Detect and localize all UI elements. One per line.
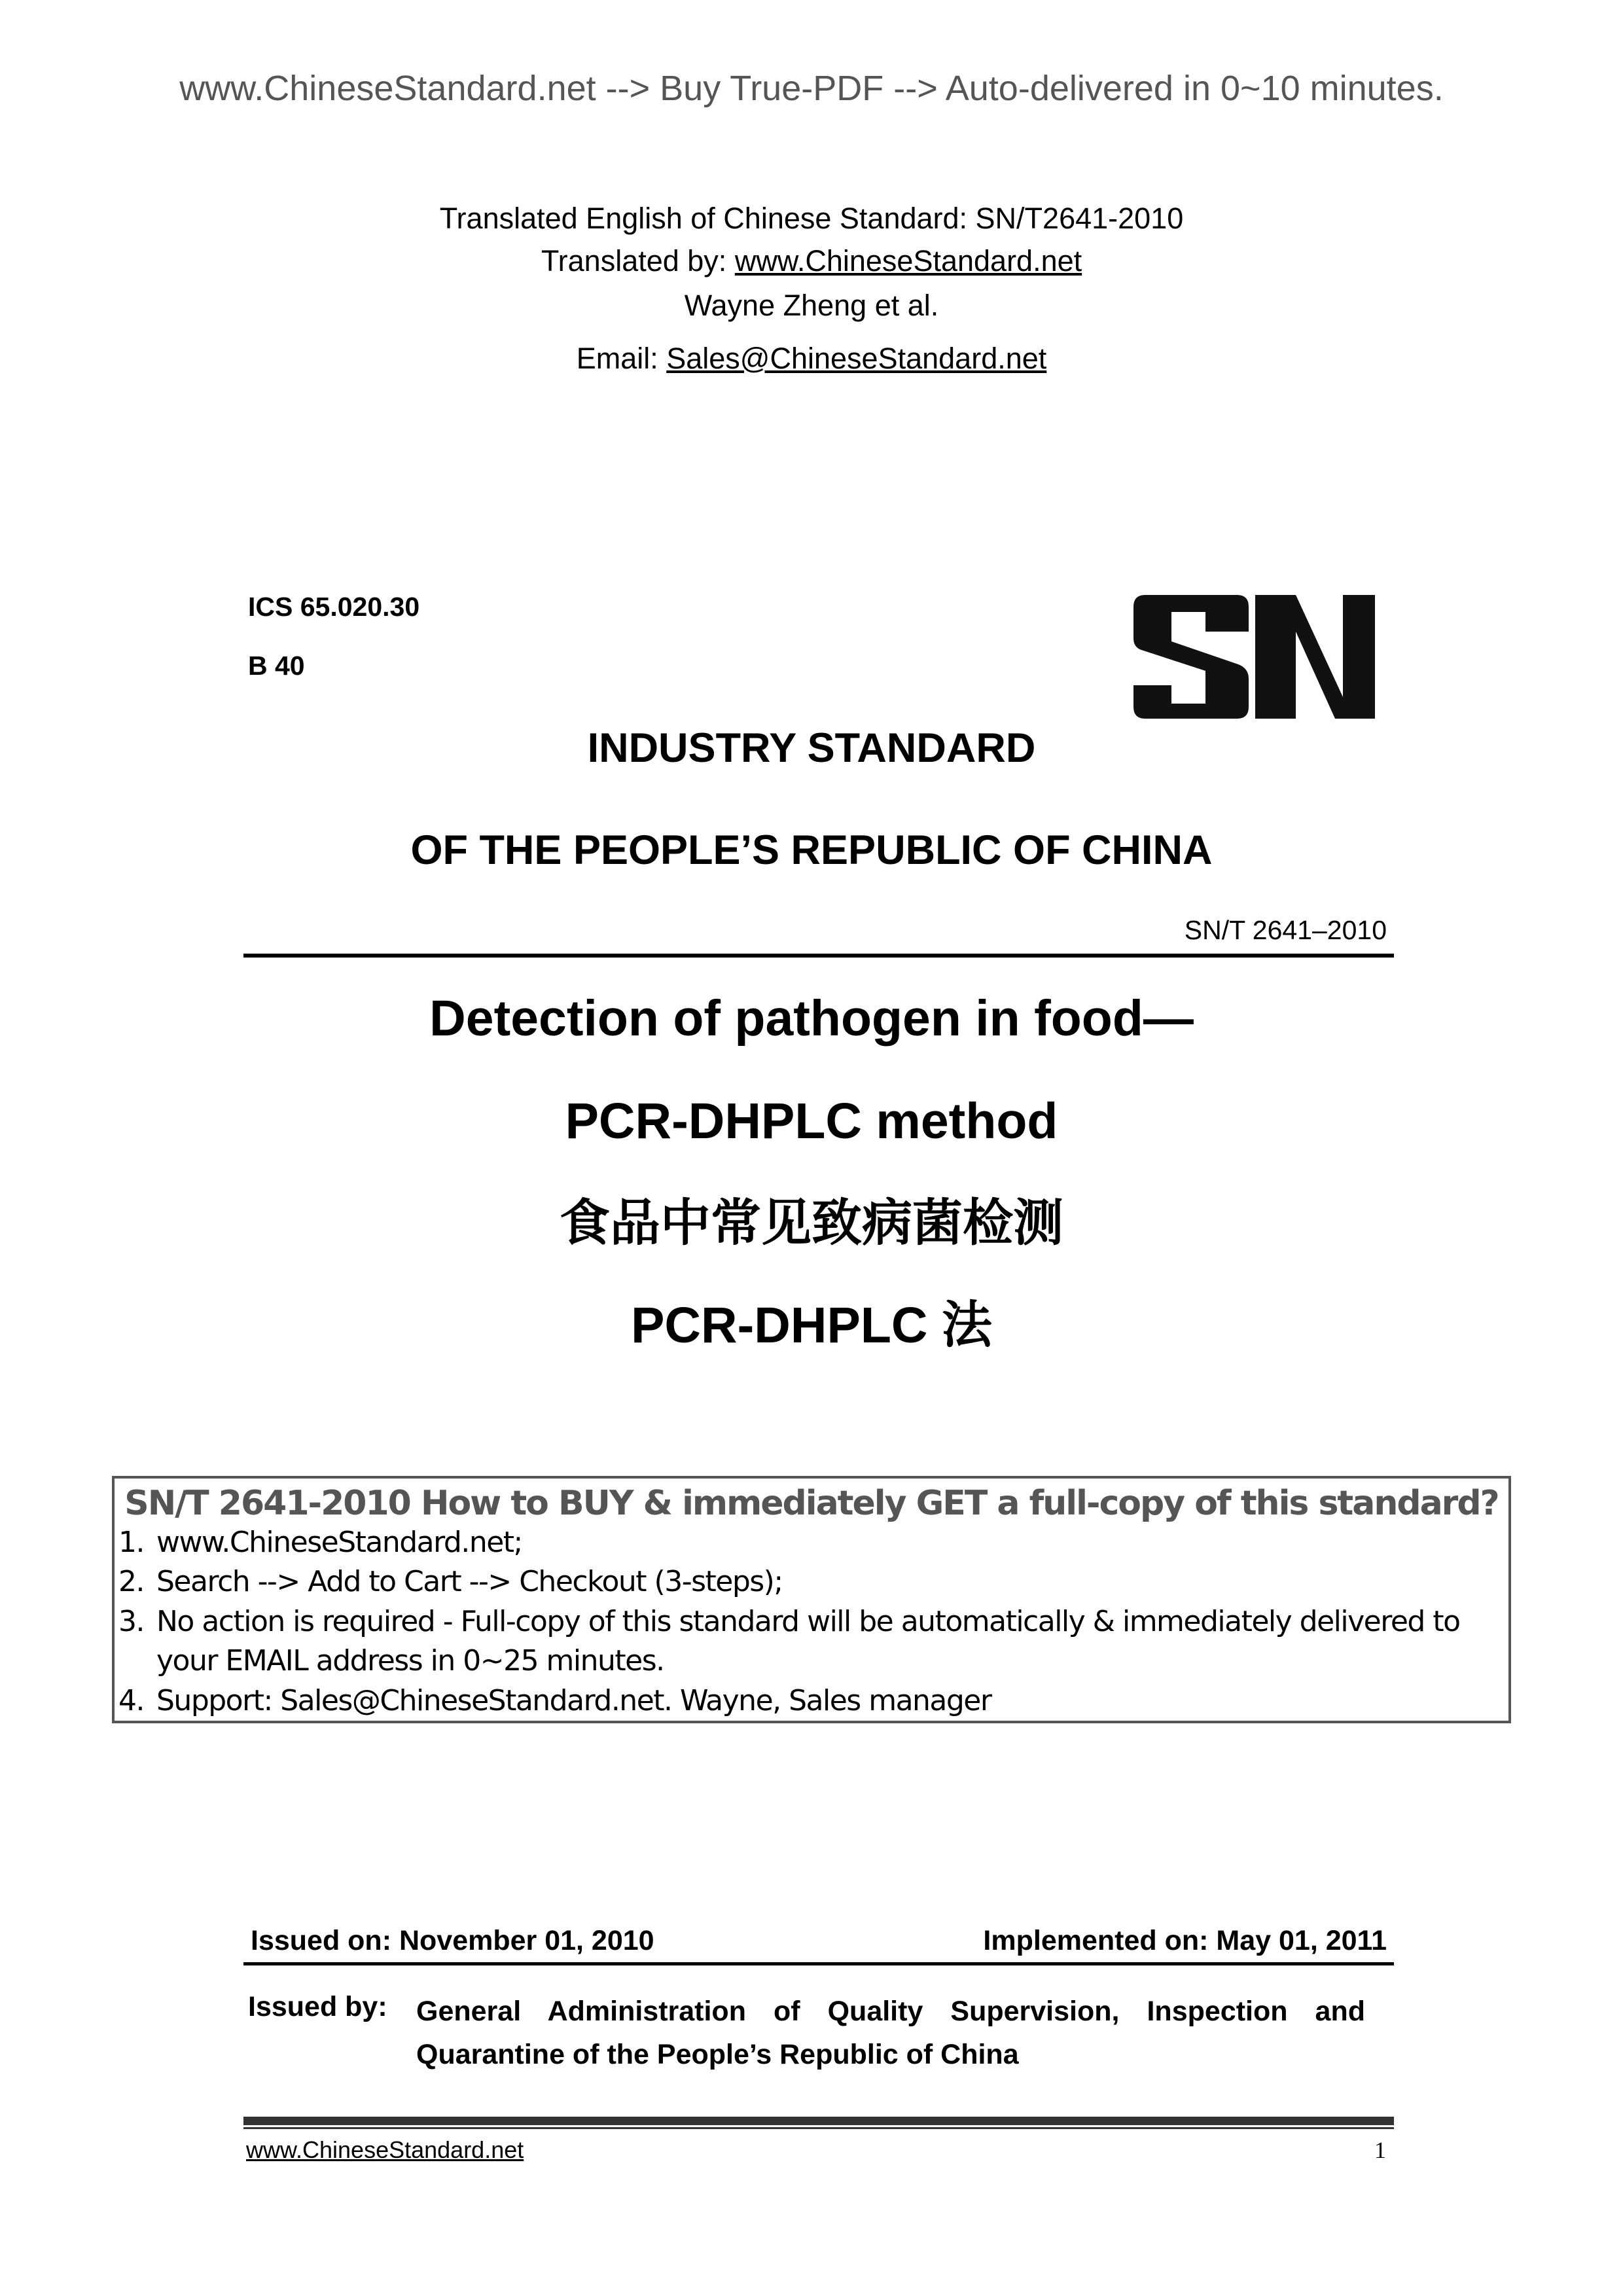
ics-code: ICS 65.020.30 bbox=[248, 592, 420, 622]
translation-source: Translated English of Chinese Standard: SN/T2641-2010 bbox=[439, 202, 1184, 235]
buy-step-2 bbox=[118, 1565, 783, 1599]
step-number: 1. bbox=[118, 1526, 144, 1559]
top-banner: www.ChineseStandard.net --> Buy True-PDF --> Auto-delivered in 0~10 minutes. bbox=[179, 69, 1444, 108]
buy-instructions-box bbox=[112, 1476, 1511, 1723]
step-number: 4. bbox=[118, 1684, 144, 1717]
issued-by-label: Issued by: bbox=[248, 1991, 387, 2022]
issuing-authority-line-2: Quarantine of the People’s Republic of China bbox=[416, 2039, 1019, 2070]
dates-rule bbox=[243, 1962, 1394, 1965]
implemented-on-date: Implemented on: May 01, 2011 bbox=[983, 1925, 1387, 1956]
email-link[interactable]: Sales@ChineseStandard.net bbox=[666, 342, 1047, 375]
buy-step-3-continued: your EMAIL address in 0~25 minutes. bbox=[156, 1644, 664, 1677]
title-zh-line-2: PCR-DHPLC 法 bbox=[631, 1297, 992, 1354]
buy-step-3 bbox=[118, 1605, 1460, 1639]
email-line bbox=[0, 342, 1623, 375]
title-en-line-2: PCR-DHPLC method bbox=[565, 1093, 1058, 1149]
step-text: Support: Sales@ChineseStandard.net. Wayne, Sales manager bbox=[156, 1684, 991, 1717]
issuing-authority bbox=[416, 1990, 1365, 2076]
page-number: 1 bbox=[1374, 2137, 1386, 2163]
buy-step-1 bbox=[118, 1526, 522, 1560]
sn-logo bbox=[1127, 592, 1379, 721]
footer-rule-thin bbox=[243, 2127, 1394, 2129]
issued-on-date: Issued on: November 01, 2010 bbox=[251, 1925, 654, 1956]
translated-by bbox=[0, 245, 1623, 278]
footer-site-link[interactable]: www.ChineseStandard.net bbox=[246, 2136, 524, 2163]
title-en-line-1: Detection of pathogen in food— bbox=[429, 990, 1194, 1047]
footer-rule-thick bbox=[243, 2117, 1394, 2125]
heading-line-1: INDUSTRY STANDARD bbox=[587, 725, 1036, 771]
email-label: Email: bbox=[576, 342, 667, 375]
heading-line-2: OF THE PEOPLE’S REPUBLIC OF CHINA bbox=[410, 827, 1213, 873]
step-number: 2. bbox=[118, 1565, 144, 1598]
translator-site-link[interactable]: www.ChineseStandard.net bbox=[734, 244, 1082, 278]
step-text: Search --> Add to Cart --> Checkout (3-steps); bbox=[156, 1565, 783, 1598]
step-text: www.ChineseStandard.net; bbox=[156, 1526, 522, 1559]
step-number: 3. bbox=[118, 1605, 144, 1638]
step-text: No action is required - Full-copy of this standard will be automatically & immediately delivered to bbox=[156, 1605, 1460, 1638]
header-rule bbox=[243, 954, 1394, 958]
classification-code: B 40 bbox=[248, 651, 305, 681]
standard-number: SN/T 2641–2010 bbox=[1184, 915, 1387, 945]
title-zh-line-1: 食品中常见致病菌检测 bbox=[560, 1195, 1063, 1251]
issuing-authority-line-1: General Administration of Quality Supervision, Inspection and bbox=[416, 1996, 1365, 2027]
translator: Wayne Zheng et al. bbox=[684, 289, 939, 322]
buy-step-4 bbox=[118, 1684, 991, 1718]
buy-box-heading: SN/T 2641-2010 How to BUY & immediately GET a full-copy of this standard? bbox=[124, 1484, 1499, 1523]
translated-by-label: Translated by: bbox=[541, 244, 735, 278]
